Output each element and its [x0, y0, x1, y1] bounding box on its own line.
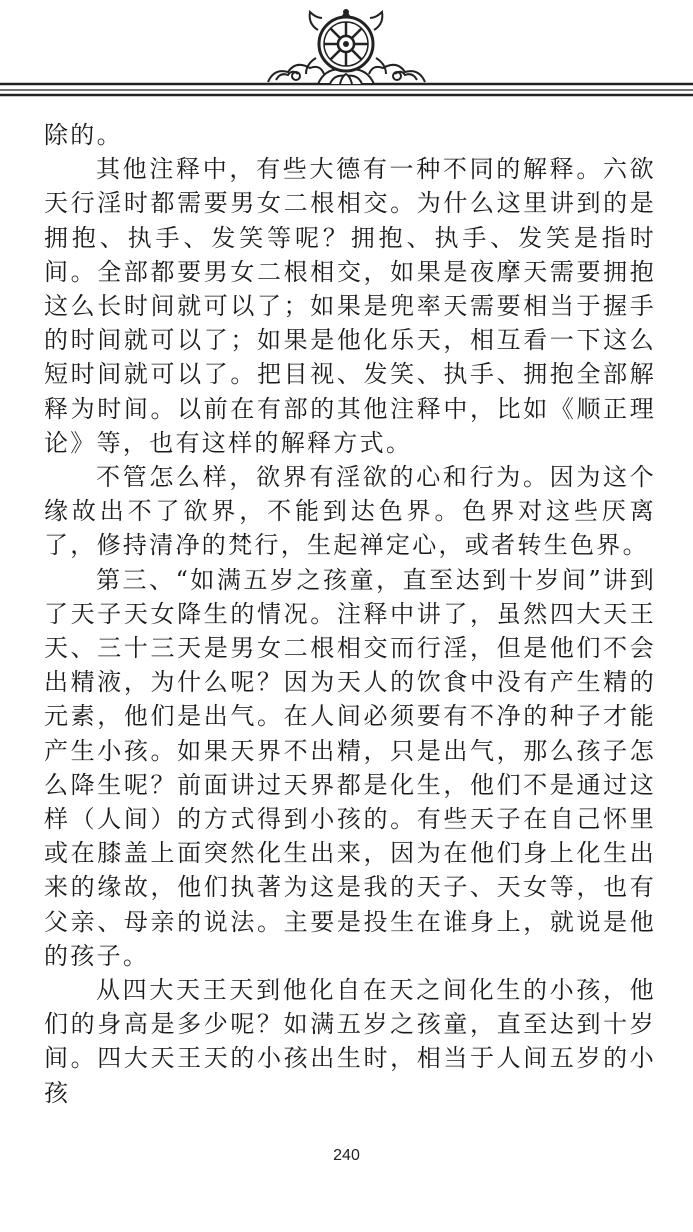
paragraph: 不管怎么样，欲界有淫欲的心和行为。因为这个缘故出不了欲界，不能到达色界。色界对这些厌离了，修持清净的梵行，生起禅定心，或者转生色界。	[44, 463, 656, 560]
page-header-ornament	[0, 0, 693, 110]
paragraph: 从四大天王天到他化自在天之间化生的小孩，他们的身高是多少呢？如满五岁之孩童，直至达到十岁间。四大天王天的小孩出生时，相当于人间五岁的小孩	[44, 976, 656, 1107]
paragraph: 其他注释中，有些大德有一种不同的解释。六欲天行淫时都需要男女二根相交。为什么这里讲到的是拥抱、执手、发笑等呢？拥抱、执手、发笑是指时间。全部都要男女二根相交，如果是夜摩天需要拥抱这么长时间就可以了；如果是兜率天需要相当于握手的时间就可以了；如果是他化乐天，相互看一下这么短时间就可以了。把目视、发笑、执手、拥抱全部解释为时间。以前在有部的其他注释中，比如《顺正理论》等，也有这样的解释方式。	[44, 155, 656, 457]
body-text	[44, 118, 656, 1110]
paragraph: 第三、“如满五岁之孩童，直至达到十岁间”讲到了天子天女降生的情况。注释中讲了，虽然四大天王天、三十三天是男女二根相交而行淫，但是他们不会出精液，为什么呢？因为天人的饮食中没有产生精的元素，他们是出气。在人间必须要有不净的种子才能产生小孩。如果天界不出精，只是出气，那么孩子怎么降生呢？前面讲过天界都是化生，他们不是通过这样（人间）的方式得到小孩的。有些天子在自己怀里或在膝盖上面突然化生出来，因为在他们身上化生出来的缘故，他们执著为这是我的天子、天女等，也有父亲、母亲的说法。主要是投生在谁身上，就说是他的孩子。	[44, 565, 656, 970]
dharma-wheel-icon	[0, 0, 693, 110]
paragraph: 除的。	[44, 121, 123, 149]
page-number: 240	[333, 1147, 360, 1164]
